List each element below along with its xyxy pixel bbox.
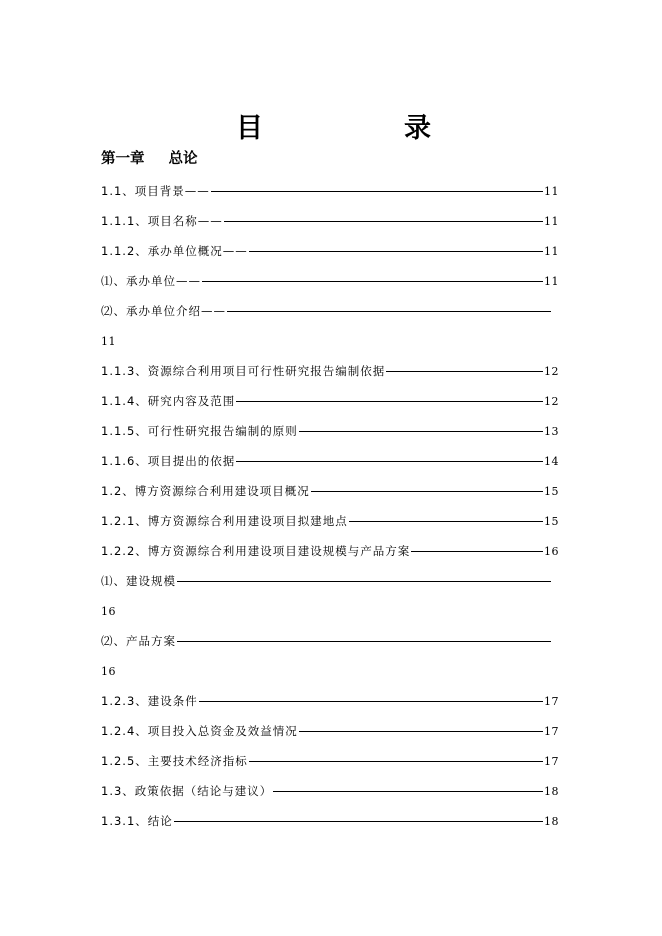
chapter-name: 总论 [168, 150, 198, 167]
toc-entry-page: 11 [101, 334, 116, 348]
toc-entry-label: 1.1.3、资源综合利用项目可行性研究报告编制依据 [101, 364, 386, 378]
toc-entry[interactable] [101, 506, 559, 536]
toc-entry[interactable] [101, 176, 559, 206]
toc-leader-line [236, 401, 543, 403]
toc-entry-label: 1.1.5、可行性研究报告编制的原则 [101, 424, 298, 438]
toc-entry-label: 1.3、政策依据（结论与建议） [101, 784, 273, 798]
toc-entry-page: 17 [544, 754, 559, 768]
toc-entry-page: 11 [544, 214, 559, 228]
toc-entry-label: 1.3.1、结论 [101, 814, 173, 828]
toc-leader-line [249, 761, 543, 763]
toc-entry-label: 1.2.4、项目投入总资金及效益情况 [101, 724, 298, 738]
toc-entry-label: ⑵、承办单位介绍—— [101, 304, 226, 318]
toc-entry-page: 11 [544, 244, 559, 258]
toc-entry-page: 11 [544, 184, 559, 198]
toc-entry-label: 1.1.4、研究内容及范围 [101, 394, 236, 408]
toc-entry[interactable] [101, 566, 559, 596]
toc-title-left-char: 目 [236, 113, 263, 144]
toc-entry-label: 1.2、博方资源综合利用建设项目概况 [101, 484, 310, 498]
toc-entry[interactable] [101, 746, 559, 776]
toc-entry-page: 17 [544, 694, 559, 708]
toc-leader-line [236, 461, 543, 463]
toc-entry-page: 12 [544, 364, 559, 378]
toc-leader-line [386, 371, 543, 373]
toc-entry-page: 13 [544, 424, 559, 438]
toc-entry[interactable] [101, 236, 559, 266]
toc-leader-line [273, 791, 543, 793]
toc-entry[interactable] [101, 416, 559, 446]
toc-entry[interactable] [101, 536, 559, 566]
toc-entry-page: 16 [544, 544, 559, 558]
toc-entry[interactable] [101, 626, 559, 656]
toc-leader-line [211, 191, 543, 193]
toc-leader-line [174, 821, 543, 823]
toc-entry[interactable] [101, 356, 559, 386]
chapter-heading [101, 148, 198, 170]
toc-entry-label: 1.2.5、主要技术经济指标 [101, 754, 248, 768]
toc-leader-line [177, 581, 551, 583]
toc-title [0, 112, 662, 146]
toc-entry[interactable] [101, 806, 559, 836]
toc-entry-label: 1.1.1、项目名称—— [101, 214, 223, 228]
toc-entry-page: 17 [544, 724, 559, 738]
toc-leader-line [202, 281, 543, 283]
toc-entry-page: 12 [544, 394, 559, 408]
toc-leader-line [311, 491, 543, 493]
toc-leader-line [249, 251, 543, 253]
toc-entry-label: ⑵、产品方案 [101, 634, 176, 648]
toc-leader-line [349, 521, 543, 523]
toc-entry-label: ⑴、建设规模 [101, 574, 176, 588]
chapter-number: 第一章 [101, 150, 145, 167]
toc-entry[interactable] [101, 386, 559, 416]
toc-leader-line [411, 551, 543, 553]
toc-entry-page: 11 [544, 274, 559, 288]
toc-entry-page: 15 [544, 514, 559, 528]
toc-entry-label: 1.1、项目背景—— [101, 184, 210, 198]
toc-entry[interactable] [101, 476, 559, 506]
toc-entry-label: 1.2.1、博方资源综合利用建设项目拟建地点 [101, 514, 348, 528]
toc-entry[interactable] [101, 446, 559, 476]
toc-title-right-char: 录 [404, 113, 431, 144]
toc-entry-label: 1.1.6、项目提出的依据 [101, 454, 236, 468]
toc-entry-page: 14 [544, 454, 559, 468]
toc-entry-page: 15 [544, 484, 559, 498]
toc-list [101, 176, 559, 836]
toc-leader-line [177, 641, 551, 643]
toc-leader-line [299, 731, 543, 733]
toc-leader-line [227, 311, 551, 313]
toc-entry[interactable] [101, 296, 559, 326]
toc-entry-page: 16 [101, 604, 116, 618]
toc-entry-page: 16 [101, 664, 116, 678]
toc-entry[interactable] [101, 686, 559, 716]
toc-leader-line [299, 431, 543, 433]
toc-entry-label: 1.2.3、建设条件 [101, 694, 198, 708]
toc-entry-label: ⑴、承办单位—— [101, 274, 201, 288]
toc-entry-label: 1.1.2、承办单位概况—— [101, 244, 248, 258]
toc-entry-page: 18 [544, 814, 559, 828]
toc-entry[interactable] [101, 776, 559, 806]
toc-leader-line [199, 701, 543, 703]
toc-leader-line [224, 221, 543, 223]
toc-entry[interactable] [101, 266, 559, 296]
toc-entry[interactable] [101, 716, 559, 746]
toc-entry[interactable] [101, 206, 559, 236]
toc-entry-page: 18 [544, 784, 559, 798]
toc-entry-label: 1.2.2、博方资源综合利用建设项目建设规模与产品方案 [101, 544, 411, 558]
